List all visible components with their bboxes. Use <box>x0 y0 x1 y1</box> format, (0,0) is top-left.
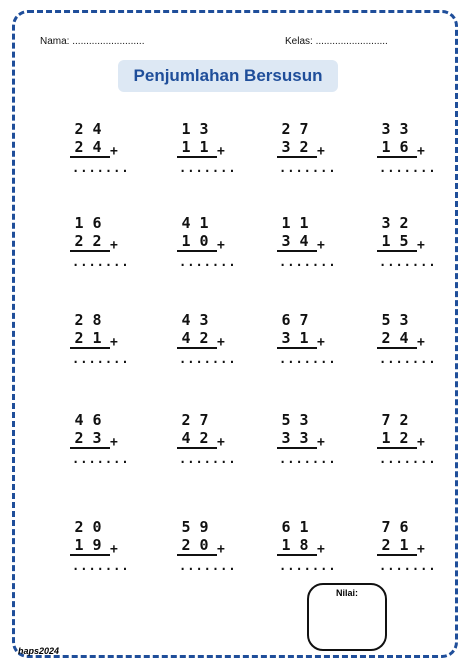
plus-sign: + <box>217 335 225 350</box>
digit: 6 <box>399 518 409 536</box>
answer-blank: ....... <box>72 452 130 466</box>
digit: 2 <box>281 120 291 138</box>
answer-blank: ....... <box>279 352 337 366</box>
addend-bottom <box>277 138 313 156</box>
addition-problem <box>277 411 339 481</box>
digit: 5 <box>381 311 391 329</box>
digit: 5 <box>181 518 191 536</box>
digit: 9 <box>199 518 209 536</box>
sum-line <box>377 347 417 349</box>
digit: 6 <box>92 411 102 429</box>
digit: 3 <box>281 232 291 250</box>
digit: 2 <box>74 329 84 347</box>
sum-line <box>177 250 217 252</box>
digit: 7 <box>199 411 209 429</box>
addend-bottom <box>177 138 213 156</box>
addition-problem <box>377 120 439 190</box>
addition-problem <box>70 214 132 284</box>
sum-line <box>377 554 417 556</box>
addend-bottom <box>177 329 213 347</box>
digit: 3 <box>92 429 102 447</box>
plus-sign: + <box>417 542 425 557</box>
addend-top <box>377 214 413 232</box>
answer-blank: ....... <box>279 161 337 175</box>
digit: 2 <box>381 329 391 347</box>
addend-bottom <box>377 536 413 554</box>
addend-top <box>177 311 213 329</box>
digit: 2 <box>92 232 102 250</box>
addend-top <box>277 311 313 329</box>
addend-bottom <box>377 232 413 250</box>
digit: 3 <box>199 311 209 329</box>
title-banner <box>118 60 338 92</box>
sum-line <box>70 347 110 349</box>
plus-sign: + <box>217 144 225 159</box>
answer-blank: ....... <box>179 255 237 269</box>
digit: 4 <box>92 138 102 156</box>
answer-blank: ....... <box>179 352 237 366</box>
plus-sign: + <box>417 144 425 159</box>
digit: 2 <box>399 429 409 447</box>
digit: 7 <box>381 411 391 429</box>
plus-sign: + <box>417 435 425 450</box>
addition-problem <box>70 120 132 190</box>
digit: 4 <box>399 329 409 347</box>
sum-line <box>377 156 417 158</box>
answer-blank: ....... <box>179 161 237 175</box>
digit: 2 <box>74 429 84 447</box>
sum-line <box>177 554 217 556</box>
addend-bottom <box>70 138 106 156</box>
digit: 2 <box>74 232 84 250</box>
digit: 1 <box>199 138 209 156</box>
digit: 3 <box>199 120 209 138</box>
answer-blank: ....... <box>72 255 130 269</box>
digit: 2 <box>74 518 84 536</box>
digit: 3 <box>281 429 291 447</box>
plus-sign: + <box>110 542 118 557</box>
addition-problem <box>70 411 132 481</box>
answer-blank: ....... <box>72 559 130 573</box>
digit: 4 <box>181 429 191 447</box>
sum-line <box>177 347 217 349</box>
digit: 8 <box>299 536 309 554</box>
plus-sign: + <box>317 335 325 350</box>
plus-sign: + <box>217 542 225 557</box>
digit: 2 <box>399 214 409 232</box>
answer-blank: ....... <box>72 161 130 175</box>
digit: 1 <box>381 429 391 447</box>
digit: 1 <box>281 536 291 554</box>
digit: 0 <box>92 518 102 536</box>
digit: 3 <box>299 429 309 447</box>
answer-blank: ....... <box>72 352 130 366</box>
plus-sign: + <box>317 435 325 450</box>
addition-problem <box>377 311 439 381</box>
answer-blank: ....... <box>279 255 337 269</box>
sum-line <box>177 447 217 449</box>
plus-sign: + <box>110 435 118 450</box>
addend-bottom <box>377 138 413 156</box>
addend-bottom <box>377 329 413 347</box>
digit: 1 <box>74 536 84 554</box>
sum-line <box>70 447 110 449</box>
addition-problem <box>70 311 132 381</box>
digit: 2 <box>74 138 84 156</box>
digit: 5 <box>281 411 291 429</box>
digit: 1 <box>381 232 391 250</box>
digit: 0 <box>199 536 209 554</box>
sum-line <box>277 347 317 349</box>
plus-sign: + <box>110 144 118 159</box>
addend-bottom <box>70 232 106 250</box>
digit: 1 <box>281 214 291 232</box>
addend-bottom <box>70 429 106 447</box>
digit: 1 <box>181 138 191 156</box>
answer-blank: ....... <box>279 452 337 466</box>
sum-line <box>277 156 317 158</box>
digit: 3 <box>381 120 391 138</box>
addition-problem <box>377 411 439 481</box>
digit: 4 <box>92 120 102 138</box>
answer-blank: ....... <box>379 559 437 573</box>
addend-top <box>70 518 106 536</box>
addend-top <box>70 214 106 232</box>
digit: 1 <box>181 120 191 138</box>
digit: 1 <box>181 232 191 250</box>
sum-line <box>70 156 110 158</box>
addition-problem <box>277 311 339 381</box>
answer-blank: ....... <box>379 452 437 466</box>
addend-top <box>70 411 106 429</box>
digit: 6 <box>281 518 291 536</box>
digit: 5 <box>399 232 409 250</box>
addend-top <box>277 411 313 429</box>
plus-sign: + <box>110 335 118 350</box>
sum-line <box>377 447 417 449</box>
class-field-label: Kelas: .......................... <box>285 36 388 47</box>
score-box <box>307 583 387 651</box>
addend-top <box>377 311 413 329</box>
addition-problem <box>177 214 239 284</box>
page-title: Penjumlahan Bersusun <box>133 66 323 85</box>
plus-sign: + <box>417 335 425 350</box>
digit: 1 <box>381 138 391 156</box>
digit: 2 <box>181 411 191 429</box>
addition-problem <box>277 120 339 190</box>
addend-bottom <box>70 536 106 554</box>
digit: 7 <box>381 518 391 536</box>
digit: 6 <box>281 311 291 329</box>
digit: 7 <box>299 120 309 138</box>
digit: 2 <box>74 311 84 329</box>
addition-problem <box>177 120 239 190</box>
digit: 3 <box>281 329 291 347</box>
digit: 4 <box>181 214 191 232</box>
digit: 2 <box>74 120 84 138</box>
addend-top <box>70 120 106 138</box>
plus-sign: + <box>417 238 425 253</box>
digit: 2 <box>399 411 409 429</box>
digit: 9 <box>92 536 102 554</box>
addition-problem <box>177 311 239 381</box>
digit: 2 <box>199 329 209 347</box>
plus-sign: + <box>217 238 225 253</box>
addend-top <box>377 120 413 138</box>
digit: 2 <box>299 138 309 156</box>
addend-top <box>277 120 313 138</box>
digit: 4 <box>181 311 191 329</box>
name-field-label: Nama: .......................... <box>40 36 145 47</box>
answer-blank: ....... <box>279 559 337 573</box>
plus-sign: + <box>217 435 225 450</box>
addition-problem <box>377 518 439 588</box>
addend-bottom <box>277 329 313 347</box>
addend-bottom <box>277 232 313 250</box>
sum-line <box>277 554 317 556</box>
digit: 2 <box>381 536 391 554</box>
addend-top <box>277 214 313 232</box>
score-label: Nilai: <box>335 588 358 598</box>
addend-bottom <box>277 429 313 447</box>
addend-bottom <box>177 536 213 554</box>
answer-blank: ....... <box>179 452 237 466</box>
plus-sign: + <box>317 238 325 253</box>
sum-line <box>277 447 317 449</box>
plus-sign: + <box>110 238 118 253</box>
answer-blank: ....... <box>179 559 237 573</box>
addend-top <box>377 411 413 429</box>
addend-top <box>70 311 106 329</box>
addition-problem <box>277 214 339 284</box>
digit: 3 <box>299 411 309 429</box>
digit: 4 <box>181 329 191 347</box>
addition-problem <box>277 518 339 588</box>
digit: 2 <box>181 536 191 554</box>
addition-problem <box>177 411 239 481</box>
answer-blank: ....... <box>379 255 437 269</box>
digit: 1 <box>92 329 102 347</box>
digit: 6 <box>399 138 409 156</box>
addend-bottom <box>70 329 106 347</box>
digit: 0 <box>199 232 209 250</box>
answer-blank: ....... <box>379 352 437 366</box>
digit: 4 <box>299 232 309 250</box>
addend-top <box>177 214 213 232</box>
digit: 3 <box>381 214 391 232</box>
digit: 3 <box>399 120 409 138</box>
digit: 3 <box>399 311 409 329</box>
digit: 1 <box>299 518 309 536</box>
addition-problem <box>377 214 439 284</box>
digit: 4 <box>74 411 84 429</box>
sum-line <box>70 250 110 252</box>
digit: 1 <box>199 214 209 232</box>
footer-credit: haps2024 <box>18 646 60 656</box>
addend-top <box>177 411 213 429</box>
addend-bottom <box>377 429 413 447</box>
addition-problem <box>70 518 132 588</box>
sum-line <box>70 554 110 556</box>
sum-line <box>377 250 417 252</box>
addition-problem <box>177 518 239 588</box>
addend-top <box>377 518 413 536</box>
sum-line <box>277 250 317 252</box>
addend-bottom <box>177 232 213 250</box>
digit: 1 <box>299 214 309 232</box>
digit: 6 <box>92 214 102 232</box>
digit: 1 <box>74 214 84 232</box>
digit: 1 <box>399 536 409 554</box>
digit: 7 <box>299 311 309 329</box>
answer-blank: ....... <box>379 161 437 175</box>
digit: 8 <box>92 311 102 329</box>
plus-sign: + <box>317 144 325 159</box>
addend-top <box>277 518 313 536</box>
addend-bottom <box>277 536 313 554</box>
addend-top <box>177 518 213 536</box>
digit: 2 <box>199 429 209 447</box>
addend-top <box>177 120 213 138</box>
addend-bottom <box>177 429 213 447</box>
digit: 3 <box>281 138 291 156</box>
sum-line <box>177 156 217 158</box>
plus-sign: + <box>317 542 325 557</box>
digit: 1 <box>299 329 309 347</box>
